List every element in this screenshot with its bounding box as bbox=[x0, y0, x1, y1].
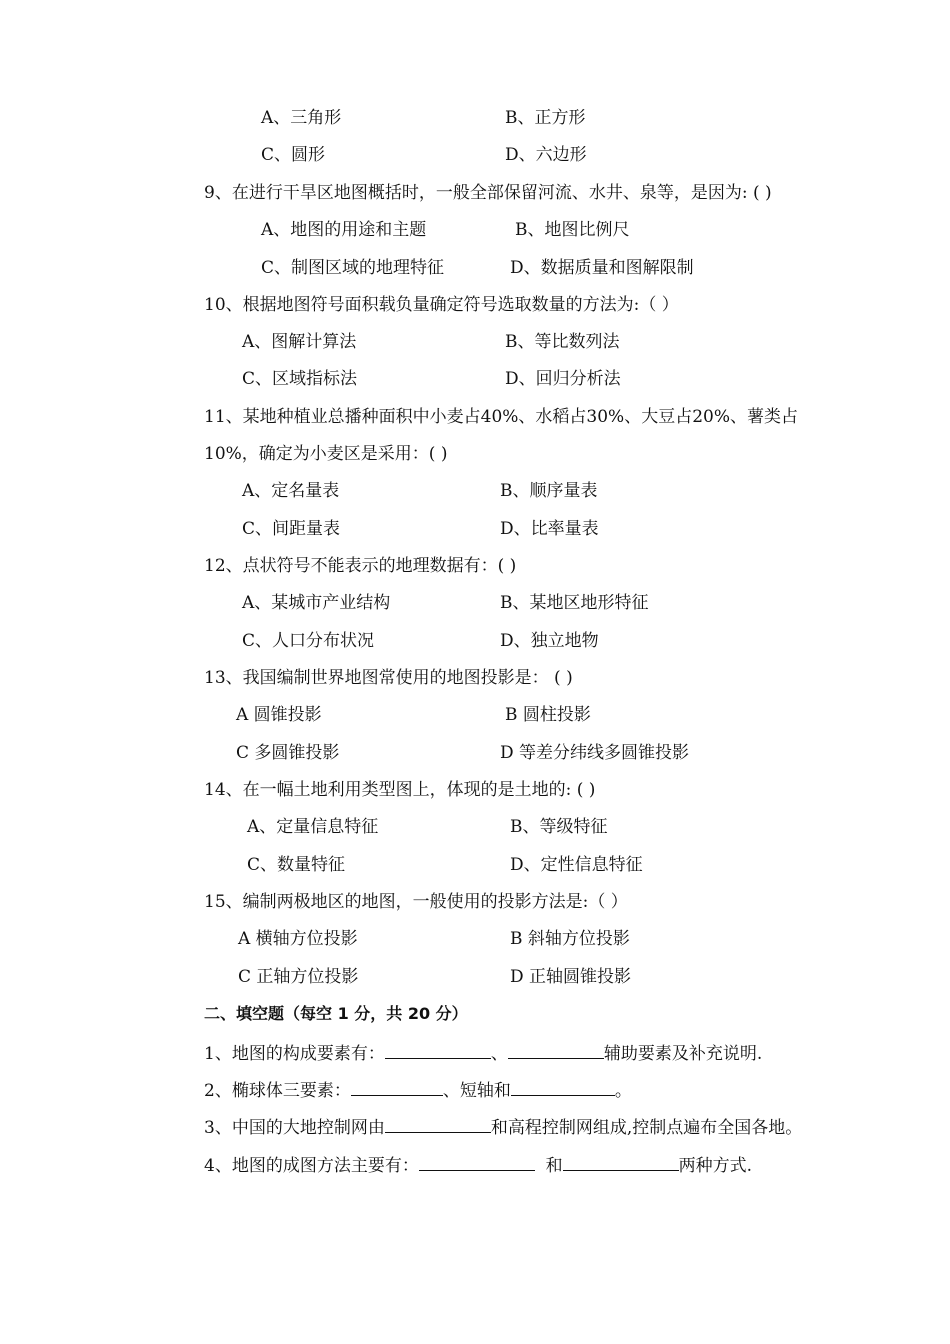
q15-option-a: A 横轴方位投影 bbox=[238, 929, 358, 949]
q13-option-b: B 圆柱投影 bbox=[505, 705, 591, 725]
fill-1-suffix: 辅助要素及补充说明. bbox=[603, 1044, 763, 1064]
fill-4-blank-2[interactable] bbox=[563, 1152, 679, 1171]
q12-option-d: D、独立地物 bbox=[500, 631, 599, 651]
q14-option-c: C、数量特征 bbox=[247, 855, 346, 875]
q10-option-b: B、等比数列法 bbox=[505, 332, 620, 352]
q13-question: 13、我国编制世界地图常使用的地图投影是： ( ) bbox=[204, 668, 573, 688]
q10-option-c: C、区域指标法 bbox=[242, 369, 358, 389]
q11-option-d: D、比率量表 bbox=[500, 519, 599, 539]
q8-option-a: A、三角形 bbox=[261, 108, 342, 128]
q10-question: 10、根据地图符号面积载负量确定符号选取数量的方法为:（ ） bbox=[204, 295, 679, 315]
fill-1-blank-1[interactable] bbox=[385, 1040, 491, 1059]
q10-option-a: A、图解计算法 bbox=[242, 332, 357, 352]
q8-option-c: C、圆形 bbox=[261, 145, 326, 165]
q9-option-d: D、数据质量和图解限制 bbox=[510, 258, 694, 278]
q8-option-b: B、正方形 bbox=[505, 108, 586, 128]
q9-option-c: C、制图区域的地理特征 bbox=[261, 258, 445, 278]
fill-3-blank-1[interactable] bbox=[385, 1114, 491, 1133]
q14-question: 14、在一幅土地利用类型图上，体现的是土地的: ( ) bbox=[204, 780, 596, 800]
q10-option-d: D、回归分析法 bbox=[505, 369, 621, 389]
q12-question: 12、点状符号不能表示的地理数据有：( ) bbox=[204, 556, 517, 576]
q13-option-d: D 等差分纬线多圆锥投影 bbox=[500, 743, 690, 763]
q13-option-c: C 多圆锥投影 bbox=[236, 743, 340, 763]
q8-option-d: D、六边形 bbox=[505, 145, 587, 165]
fill-3-suffix: 和高程控制网组成,控制点遍布全国各地。 bbox=[490, 1118, 803, 1138]
fill-2-blank-1[interactable] bbox=[351, 1077, 443, 1096]
fill-2 bbox=[204, 1077, 632, 1101]
fill-2-blank-2[interactable] bbox=[511, 1077, 615, 1096]
q15-option-b: B 斜轴方位投影 bbox=[510, 929, 630, 949]
q15-question: 15、编制两极地区的地图，一般使用的投影方法是:（ ） bbox=[204, 892, 628, 912]
fill-2-mid: 、短轴和 bbox=[442, 1081, 511, 1101]
fill-2-suffix: 。 bbox=[614, 1081, 632, 1101]
fill-1 bbox=[204, 1040, 762, 1064]
q11-question-line1: 11、某地种植业总播种面积中小麦占40%、水稻占30%、大豆占20%、薯类占 bbox=[204, 407, 798, 427]
fill-4-mid: 和 bbox=[534, 1156, 563, 1176]
q9-question: 9、在进行干旱区地图概括时，一般全部保留河流、水井、泉等，是因为: ( ) bbox=[204, 183, 772, 203]
fill-3-prefix: 3、中国的大地控制网由 bbox=[204, 1118, 385, 1138]
q9-option-b: B、地图比例尺 bbox=[515, 220, 630, 240]
q11-option-b: B、顺序量表 bbox=[500, 481, 598, 501]
fill-4 bbox=[204, 1152, 752, 1176]
q11-option-c: C、间距量表 bbox=[242, 519, 341, 539]
q15-option-d: D 正轴圆锥投影 bbox=[510, 967, 632, 987]
q14-option-d: D、定性信息特征 bbox=[510, 855, 643, 875]
fill-2-prefix: 2、椭球体三要素： bbox=[204, 1081, 351, 1101]
q13-option-a: A 圆锥投影 bbox=[236, 705, 322, 725]
fill-1-blank-2[interactable] bbox=[508, 1040, 604, 1059]
fill-1-sep: 、 bbox=[490, 1044, 508, 1064]
q14-option-a: A、定量信息特征 bbox=[247, 817, 379, 837]
q9-option-a: A、地图的用途和主题 bbox=[261, 220, 427, 240]
fill-4-blank-1[interactable] bbox=[419, 1152, 535, 1171]
q12-option-b: B、某地区地形特征 bbox=[500, 593, 649, 613]
fill-3 bbox=[204, 1114, 802, 1138]
q12-option-c: C、人口分布状况 bbox=[242, 631, 375, 651]
q14-option-b: B、等级特征 bbox=[510, 817, 608, 837]
fill-4-suffix: 两种方式. bbox=[678, 1156, 753, 1176]
q15-option-c: C 正轴方位投影 bbox=[238, 967, 359, 987]
fill-4-prefix: 4、地图的成图方法主要有： bbox=[204, 1156, 419, 1176]
section-fill-in-title: 二、填空题（每空 1 分，共 20 分） bbox=[204, 1004, 468, 1023]
q11-option-a: A、定名量表 bbox=[242, 481, 340, 501]
q12-option-a: A、某城市产业结构 bbox=[242, 593, 391, 613]
fill-1-prefix: 1、地图的构成要素有： bbox=[204, 1044, 385, 1064]
q11-question-line2: 10%，确定为小麦区是采用：( ) bbox=[204, 444, 448, 464]
